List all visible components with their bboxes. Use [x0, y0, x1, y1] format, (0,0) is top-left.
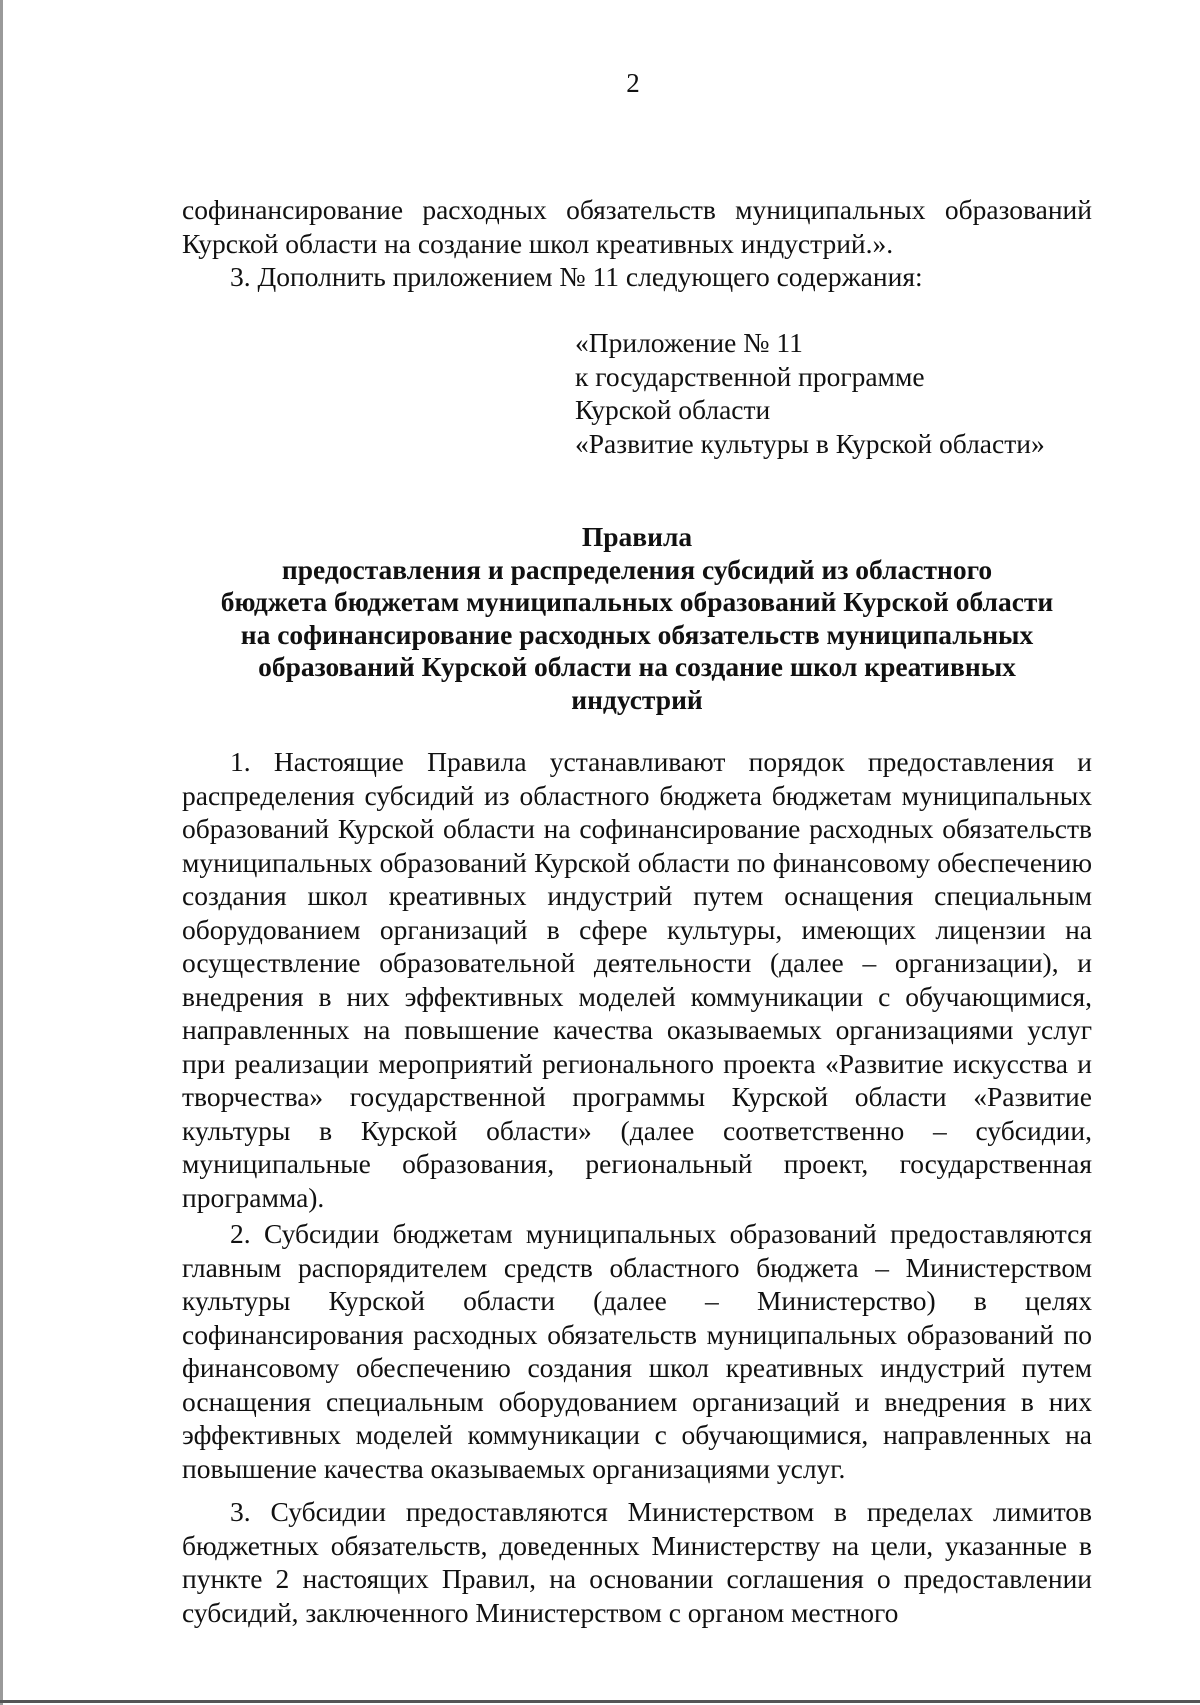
- intro-block: [182, 193, 1092, 294]
- appendix-line-3: Курской области: [575, 394, 771, 425]
- appendix-line-1: «Приложение № 11: [575, 327, 803, 358]
- appendix-line-2: к государственной программе: [575, 360, 925, 392]
- paragraph-3: 3. Субсидии предоставляются Министерством в пределах лимитов бюджетных обязательств, доведенных Министерству на цели, указанные в пункте 2 настоящих Правил, на основании соглашения о предоставлении субсидий, заключенного Министерством с органом местного: [182, 1496, 1092, 1628]
- page-number: 2: [626, 68, 640, 98]
- title-line-6: индустрий: [571, 683, 703, 715]
- scan-edge-left: [0, 0, 3, 1705]
- title-line-2: предоставления и распределения субсидий из областного: [281, 553, 993, 585]
- title-line-4: на софинансирование расходных обязательств муниципальных: [240, 618, 1034, 650]
- paragraph-1: 1. Настоящие Правила устанавливают порядок предоставления и распределения субсидий из областного бюджета бюджетам муниципальных образований Курской области на софинансирование расходных обязательств муниципальных образований Курской области по финансовому обеспечению создания школ креативных индустрий путем оснащения специальным оборудованием организаций в сфере культуры, имеющих лицензии на осуществление образовательной деятельности (далее – организации), и внедрения в них эффективных моделей коммуникации с обучающимися, направленных на повышение качества оказываемых организациями услуг при реализации мероприятий регионального проекта «Развитие искусства и творчества» государственной программы Курской области «Развитие культуры в Курской области» (далее соответственно – субсидии, муниципальные образования, региональный проект, государственная программа).: [182, 746, 1092, 1213]
- body-block: [182, 745, 1092, 1629]
- title-line-3: бюджета бюджетам муниципальных образований Курской области: [220, 586, 1054, 617]
- appendix-line-4: «Развитие культуры в Курской области»: [575, 427, 1045, 459]
- appendix-reference: [575, 326, 1045, 460]
- intro-continuation: софинансирование расходных обязательств муниципальных образований Курской области на создание школ креативных индустрий.».: [182, 194, 1092, 259]
- title-line-1: Правила: [581, 521, 693, 552]
- amendment-paragraph: 3. Дополнить приложением № 11 следующего содержания:: [230, 261, 923, 292]
- scan-edge-bottom: [0, 1700, 1200, 1703]
- paragraph-2: 2. Субсидии бюджетам муниципальных образований предоставляются главным распорядителем средств областного бюджета – Министерством культуры Курской области (далее – Министерство) в целях софинансирования расходных обязательств муниципальных образований по финансовому обеспечению создания школ креативных индустрий путем оснащения специальным оборудованием организаций и внедрения в них эффективных моделей коммуникации с обучающимися, направленных на повышение качества оказываемых организациями услуг.: [182, 1218, 1092, 1484]
- title-line-5: образований Курской области на создание школ креативных: [258, 651, 1016, 682]
- document-title: [182, 521, 1092, 716]
